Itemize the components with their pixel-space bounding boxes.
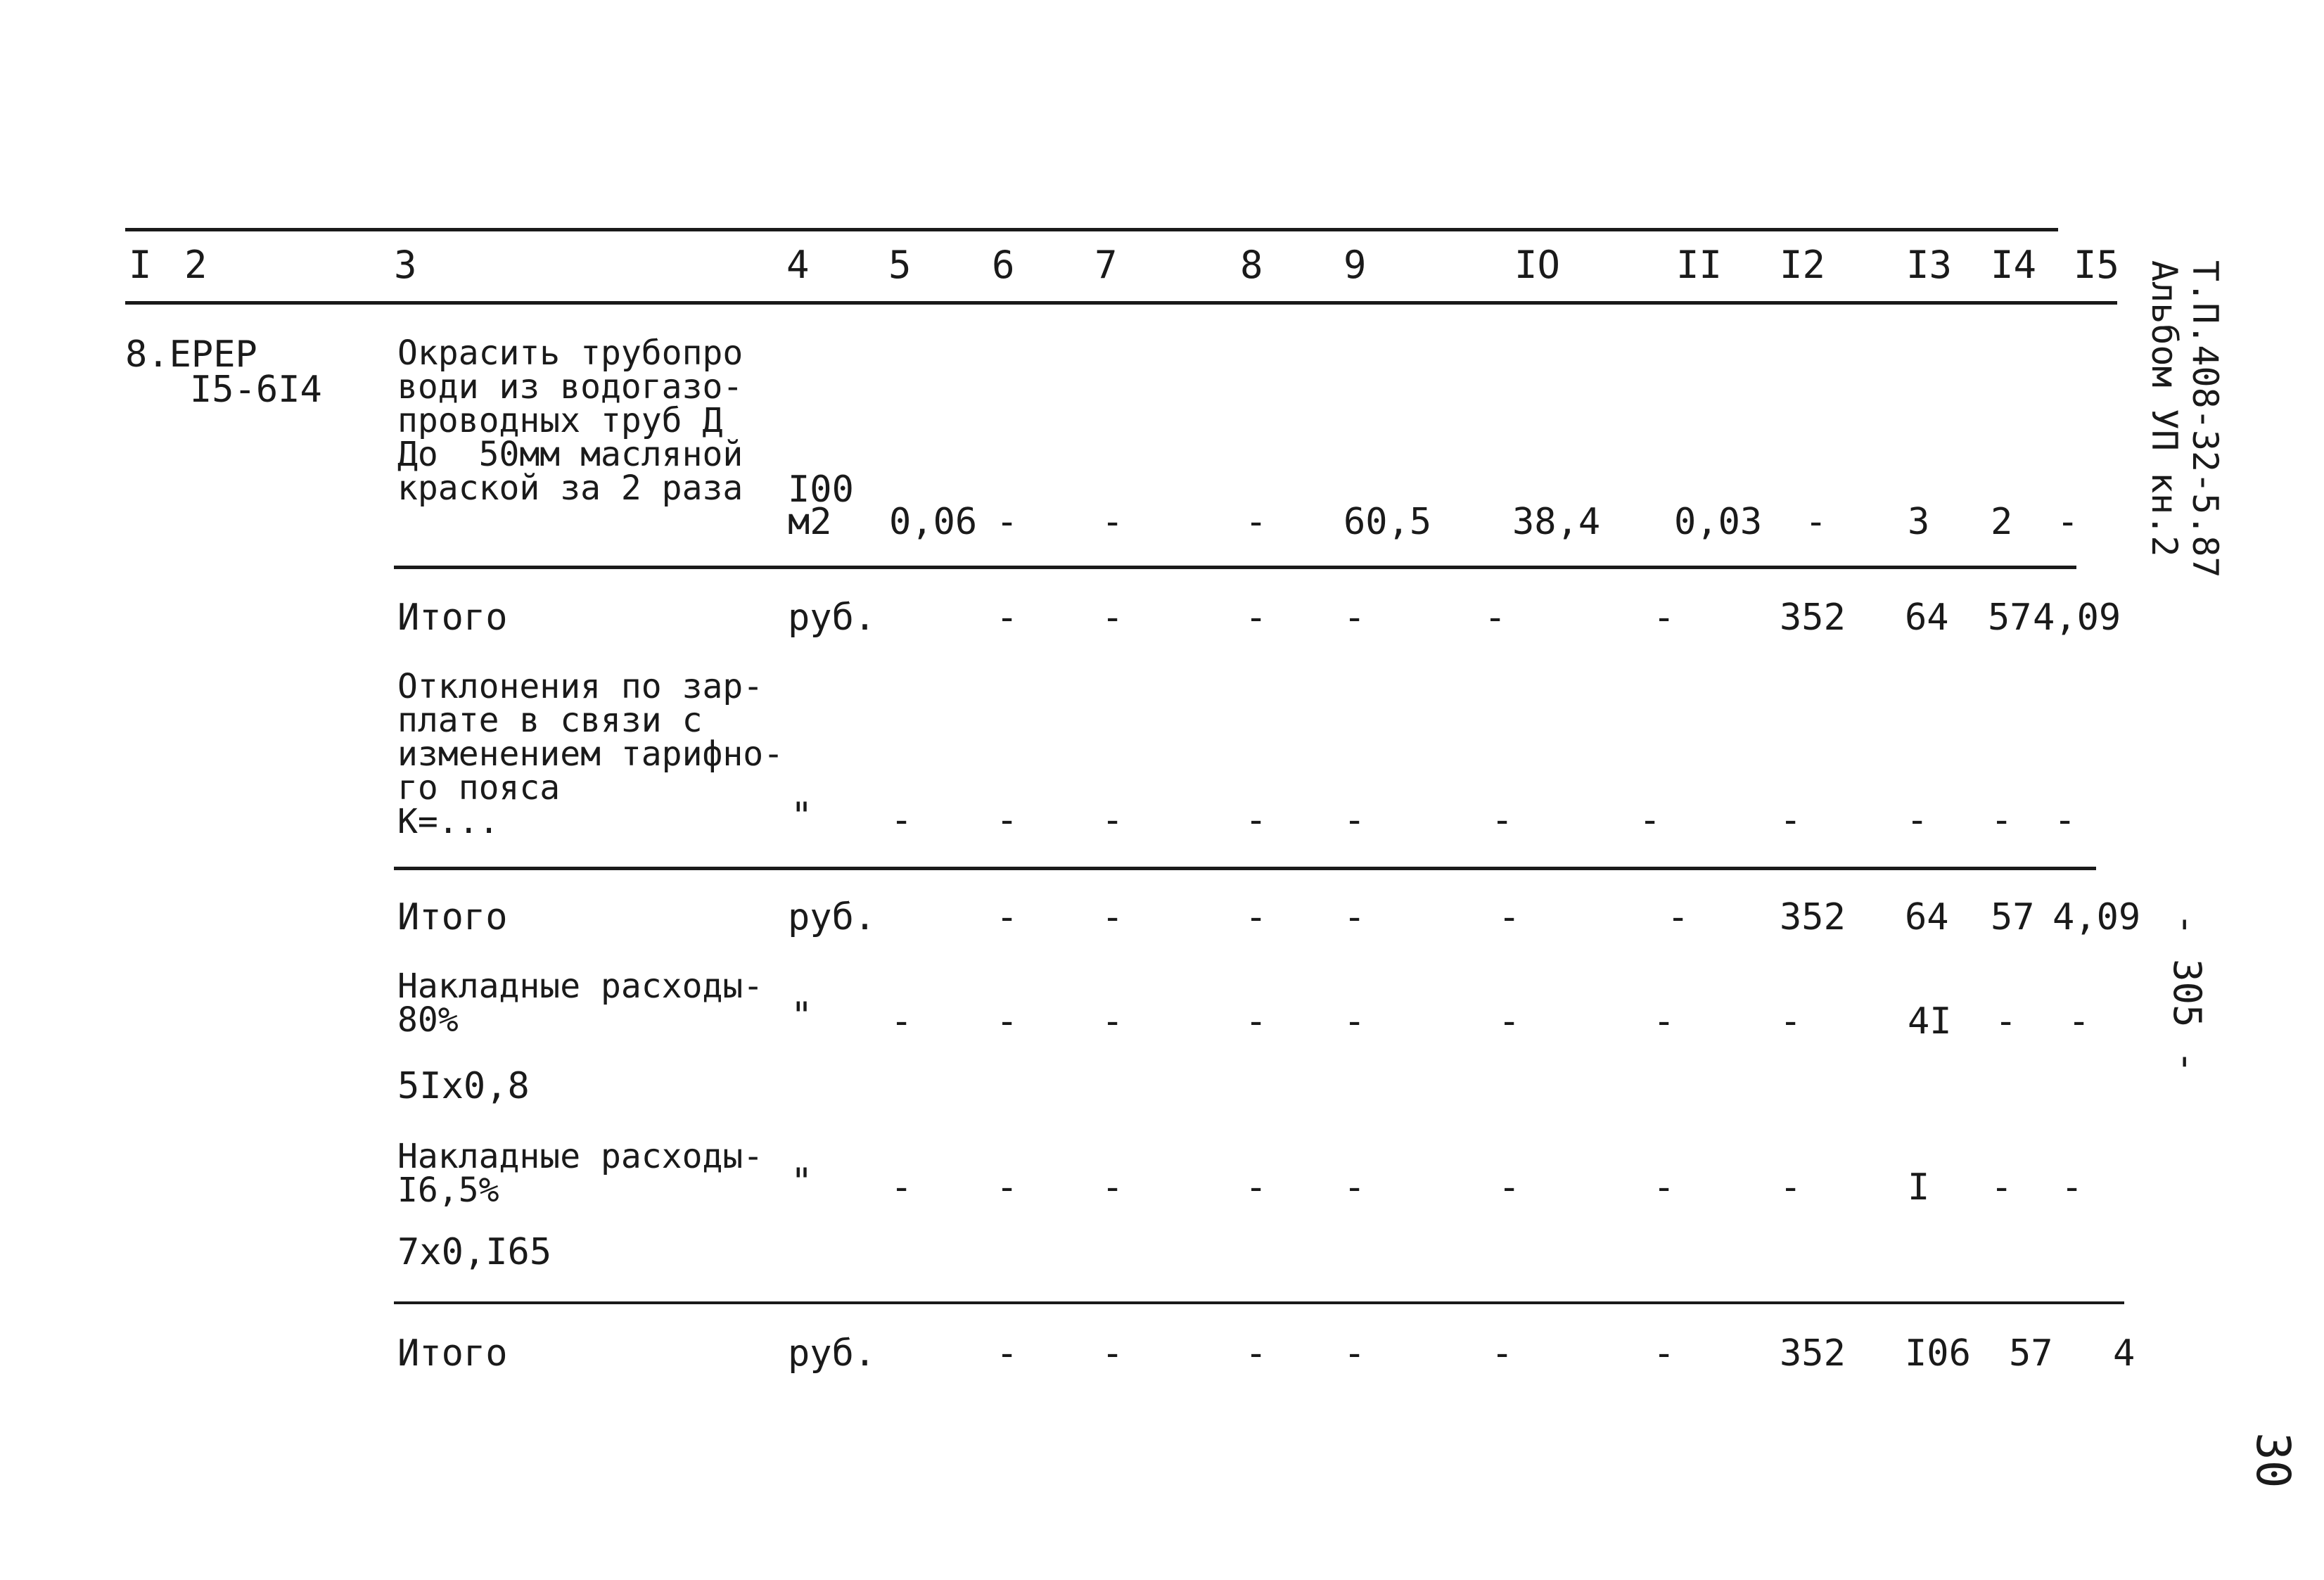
- overhead-col-5: -: [890, 1000, 913, 1043]
- column-header-4: 4: [786, 243, 810, 287]
- overhead-col-5: -: [890, 1166, 913, 1209]
- overhead-col-15: -: [2068, 1000, 2090, 1043]
- overhead-formula: 5Iх0,8: [397, 1065, 530, 1107]
- overhead-col-10: -: [1498, 1000, 1521, 1043]
- deviation-col-10: -: [1491, 799, 1514, 841]
- overhead-col-12: -: [1780, 1166, 1802, 1209]
- item-description: Окрасить трубопро води из водогазо- проводных труб Д До 50мм масляной краской за 2 раза: [397, 333, 743, 508]
- item-col-9: 60,5: [1343, 501, 1432, 543]
- total-unit: руб.: [788, 896, 876, 938]
- table-top-rule: [125, 228, 2058, 231]
- deviation-bottom-rule: [394, 867, 2096, 870]
- column-header-13: I3: [1906, 243, 1953, 287]
- item-code-number: I5-6I4: [190, 369, 322, 411]
- item-unit: I00: [788, 469, 854, 511]
- item-code: 8.ЕРЕР: [125, 333, 257, 376]
- total-col-10: -: [1484, 597, 1507, 639]
- column-header-10: IO: [1514, 243, 1561, 287]
- column-header-15: I5: [2074, 243, 2120, 287]
- deviation-col-12: -: [1780, 799, 1802, 841]
- item-bottom-rule: [394, 566, 2076, 569]
- total-label: Итого: [397, 597, 508, 639]
- overhead-formula: 7х0,I65: [397, 1231, 552, 1273]
- total-col-9: -: [1343, 896, 1366, 938]
- header-bottom-rule: [125, 301, 2117, 305]
- total-col-7: -: [1102, 1332, 1124, 1375]
- item-col-5: 0,06: [889, 501, 978, 543]
- total-label: Итого: [397, 896, 508, 938]
- column-header-9: 9: [1343, 243, 1367, 287]
- total-col-12: 352: [1780, 896, 1846, 938]
- overhead-col-14: -: [1995, 1000, 2017, 1043]
- overhead-label: Накладные расходы- I6,5%: [397, 1137, 764, 1210]
- deviation-col-9: -: [1343, 799, 1366, 841]
- page-number: 30: [2246, 1432, 2300, 1489]
- deviation-label: Отклонения по зар- плате в связи с изменением тарифно- го пояса К=...: [397, 667, 784, 841]
- column-header-2: 2: [184, 243, 208, 287]
- item-unit-measure: м2: [788, 501, 832, 543]
- overhead-col-11: -: [1653, 1166, 1675, 1209]
- overhead-label: Накладные расходы- 80%: [397, 967, 764, 1040]
- deviation-col-8: -: [1245, 799, 1268, 841]
- total-col-15: 4,09: [2052, 896, 2141, 938]
- deviation-col-7: -: [1102, 799, 1124, 841]
- total-unit: руб.: [788, 597, 876, 639]
- total-col-12: 352: [1780, 1332, 1846, 1375]
- overhead-col-7: -: [1102, 1000, 1124, 1043]
- total-col-10: -: [1491, 1332, 1514, 1375]
- overhead-col-6: -: [996, 1000, 1019, 1043]
- total-col-11: -: [1653, 597, 1675, 639]
- item-col-6: -: [996, 501, 1019, 543]
- column-header-12: I2: [1780, 243, 1826, 287]
- overhead-col-11: -: [1653, 1000, 1675, 1043]
- overhead-col-12: -: [1780, 1000, 1802, 1043]
- stamp-code: Т.П.408-32-5.87: [2185, 260, 2226, 578]
- item-col-8: -: [1245, 501, 1268, 543]
- total-col-12: 352: [1780, 597, 1846, 639]
- item-col-13: 3: [1908, 501, 1930, 543]
- overhead-col-13: 4I: [1908, 1000, 1952, 1043]
- total-col-11: -: [1667, 896, 1690, 938]
- deviation-unit: ": [791, 795, 813, 837]
- total-col-11: -: [1653, 1332, 1675, 1375]
- total-label: Итого: [397, 1332, 508, 1375]
- total-unit: руб.: [788, 1332, 876, 1375]
- overhead-col-8: -: [1245, 1000, 1268, 1043]
- item-col-12: -: [1805, 501, 1827, 543]
- total-col-7: -: [1102, 896, 1124, 938]
- column-header-11: II: [1676, 243, 1723, 287]
- total-col-13: 64: [1905, 597, 1949, 639]
- total-col-8: -: [1245, 597, 1268, 639]
- deviation-col-6: -: [996, 799, 1019, 841]
- total-col-9: -: [1343, 1332, 1366, 1375]
- total-col-13: 64: [1905, 896, 1949, 938]
- total-col-15: 4: [2113, 1332, 2135, 1375]
- column-header-8: 8: [1240, 243, 1263, 287]
- overhead-col-15: -: [2061, 1166, 2083, 1209]
- total-col-6: -: [996, 896, 1019, 938]
- overhead-col-14: -: [1991, 1166, 2013, 1209]
- overhead-col-6: -: [996, 1166, 1019, 1209]
- column-header-14: I4: [1991, 243, 2037, 287]
- deviation-col-5: -: [890, 799, 913, 841]
- column-header-7: 7: [1094, 243, 1118, 287]
- overhead-bottom-rule: [394, 1301, 2124, 1304]
- overhead-col-9: -: [1343, 1166, 1366, 1209]
- deviation-col-14: -: [1991, 799, 2013, 841]
- stamp-album: Альбом УП кн.2: [2144, 260, 2185, 557]
- document-stamp: [2144, 260, 2226, 578]
- overhead-col-10: -: [1498, 1166, 1521, 1209]
- deviation-col-15: -: [2054, 799, 2076, 841]
- item-col-10: 38,4: [1512, 501, 1601, 543]
- total-col-14: 57: [1991, 896, 2035, 938]
- side-page-number: - 305 -: [2165, 913, 2209, 1073]
- item-col-7: -: [1102, 501, 1124, 543]
- total-col-14: 57: [2009, 1332, 2053, 1375]
- overhead-col-7: -: [1102, 1166, 1124, 1209]
- item-col-11: 0,03: [1674, 501, 1763, 543]
- total-col-9: -: [1343, 597, 1366, 639]
- total-col-6: -: [996, 1332, 1019, 1375]
- overhead-unit: ": [791, 1161, 813, 1203]
- column-header-5: 5: [888, 243, 912, 287]
- overhead-col-9: -: [1343, 1000, 1366, 1043]
- total-col-6: -: [996, 597, 1019, 639]
- overhead-col-13: I: [1908, 1166, 1930, 1209]
- total-col-8: -: [1245, 896, 1268, 938]
- total-col-14: 57: [1988, 597, 2032, 639]
- total-col-10: -: [1498, 896, 1521, 938]
- total-col-15: 4,09: [2033, 597, 2121, 639]
- total-col-8: -: [1245, 1332, 1268, 1375]
- column-header-1: I: [129, 243, 152, 287]
- overhead-unit: ": [791, 995, 813, 1037]
- total-col-13: I06: [1905, 1332, 1971, 1375]
- item-col-15: -: [2057, 501, 2079, 543]
- total-col-7: -: [1102, 597, 1124, 639]
- deviation-col-13: -: [1906, 799, 1929, 841]
- column-header-3: 3: [394, 243, 417, 287]
- item-col-14: 2: [1991, 501, 2013, 543]
- deviation-col-11: -: [1639, 799, 1661, 841]
- overhead-col-8: -: [1245, 1166, 1268, 1209]
- column-header-6: 6: [992, 243, 1015, 287]
